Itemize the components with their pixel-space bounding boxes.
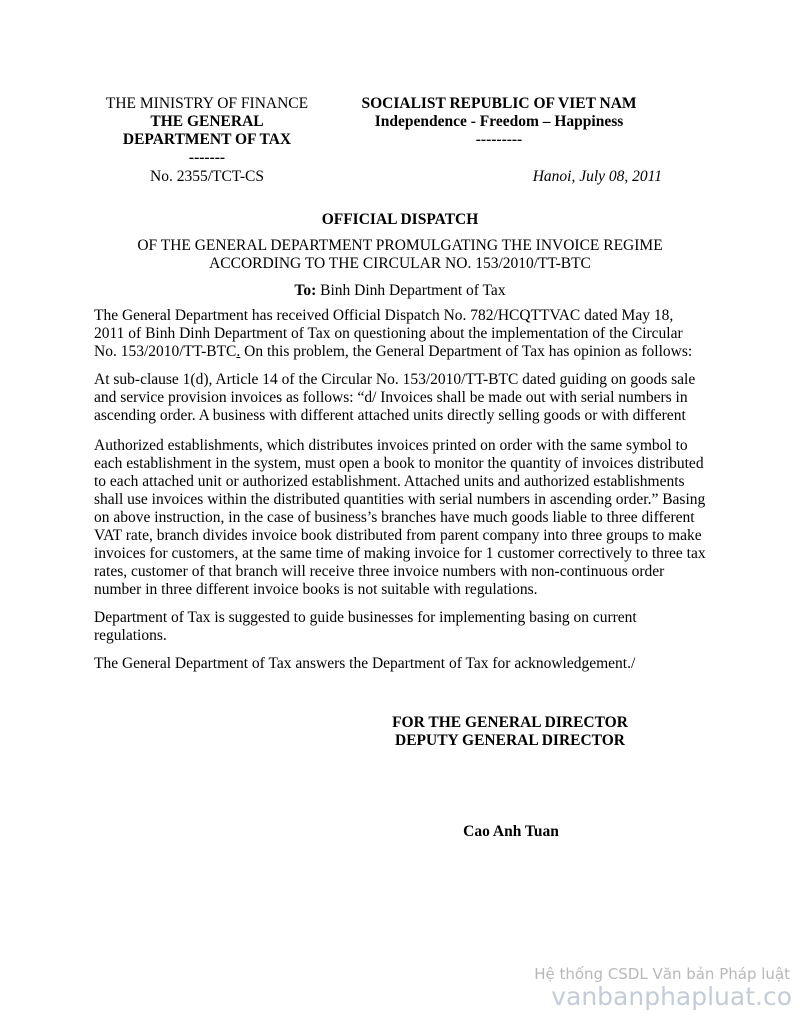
signature-block bbox=[360, 714, 660, 750]
document-number: No. 2355/TCT-CS bbox=[150, 168, 264, 185]
paragraph-1-text-a: The General Department has received Official Dispatch No. 782/HCQTTVAC dated May 18, 2011 of Binh Dinh Department of Tax on questioning about the implementation of the Circular No. 153/2010/TT-BTC bbox=[94, 307, 683, 360]
recipient-label: To: bbox=[294, 282, 317, 299]
recipient-line bbox=[0, 282, 800, 300]
paragraph-1-text-b: On this problem, the General Department of Tax has opinion as follows: bbox=[240, 343, 693, 360]
signature-title-line2: DEPUTY GENERAL DIRECTOR bbox=[395, 732, 625, 749]
watermark-line1: Hệ thống CSDL Văn bản Pháp luật bbox=[534, 965, 790, 983]
issuer-separator: ------- bbox=[188, 149, 226, 166]
document-body bbox=[94, 307, 706, 683]
paragraph-2: At sub-clause 1(d), Article 14 of the Circular No. 153/2010/TT-BTC dated guiding on goods sale and service provision invoices as follows: “d/ Invoices shall be made out with serial numbers in ascending order. A business with different attached units directly selling goods or with different bbox=[94, 371, 696, 424]
paragraph-4: Department of Tax is suggested to guide businesses for implementing basing on current regulations. bbox=[94, 609, 637, 644]
national-motto: Independence - Freedom – Happiness bbox=[374, 113, 624, 130]
signature-title-line1: FOR THE GENERAL DIRECTOR bbox=[392, 714, 628, 731]
paragraph-1 bbox=[94, 307, 706, 361]
document-title: OFFICIAL DISPATCH bbox=[321, 211, 479, 228]
motto-separator: --------- bbox=[475, 131, 523, 148]
department-name-line1: THE GENERAL bbox=[150, 113, 264, 130]
paragraph-5: The General Department of Tax answers the Department of Tax for acknowledgement./ bbox=[94, 655, 636, 672]
national-title-block bbox=[340, 95, 658, 149]
recipient-value: Binh Dinh Department of Tax bbox=[320, 282, 506, 299]
country-name: SOCIALIST REPUBLIC OF VIET NAM bbox=[361, 95, 637, 112]
paragraph-1-link-punct: . bbox=[236, 343, 241, 360]
issuer-block bbox=[96, 95, 318, 167]
paragraph-3: Authorized establishments, which distributes invoices printed on order with the same symbol to each establishment in the system, must open a book to monitor the quantity of invoices distributed to each attached unit or authorized establishment. Attached units and authorized establishments shall use invoices within the distributed quantities with serial numbers in ascending order.” Basing on above instruction, in the case of business’s branches have much goods liable to three different VAT rate, branch divides invoice book distributed from parent company into three groups to make invoices for customers, at the same time of making invoice for 1 customer correctively to three tax rates, customer of that branch will receive three invoice numbers with non-continuous order number in three different invoice books is not suitable with regulations. bbox=[94, 437, 706, 598]
signer-name: Cao Anh Tuan bbox=[463, 823, 559, 840]
document-subtitle: OF THE GENERAL DEPARTMENT PROMULGATING THE INVOICE REGIME ACCORDING TO THE CIRCULAR NO. 153/2010/TT-BTC bbox=[137, 237, 663, 272]
place-and-date: Hanoi, July 08, 2011 bbox=[532, 168, 662, 185]
ministry-name: THE MINISTRY OF FINANCE bbox=[105, 95, 309, 112]
department-name-line2: DEPARTMENT OF TAX bbox=[122, 131, 292, 148]
watermark-line2: vanbanphapluat.co bbox=[551, 982, 792, 1011]
